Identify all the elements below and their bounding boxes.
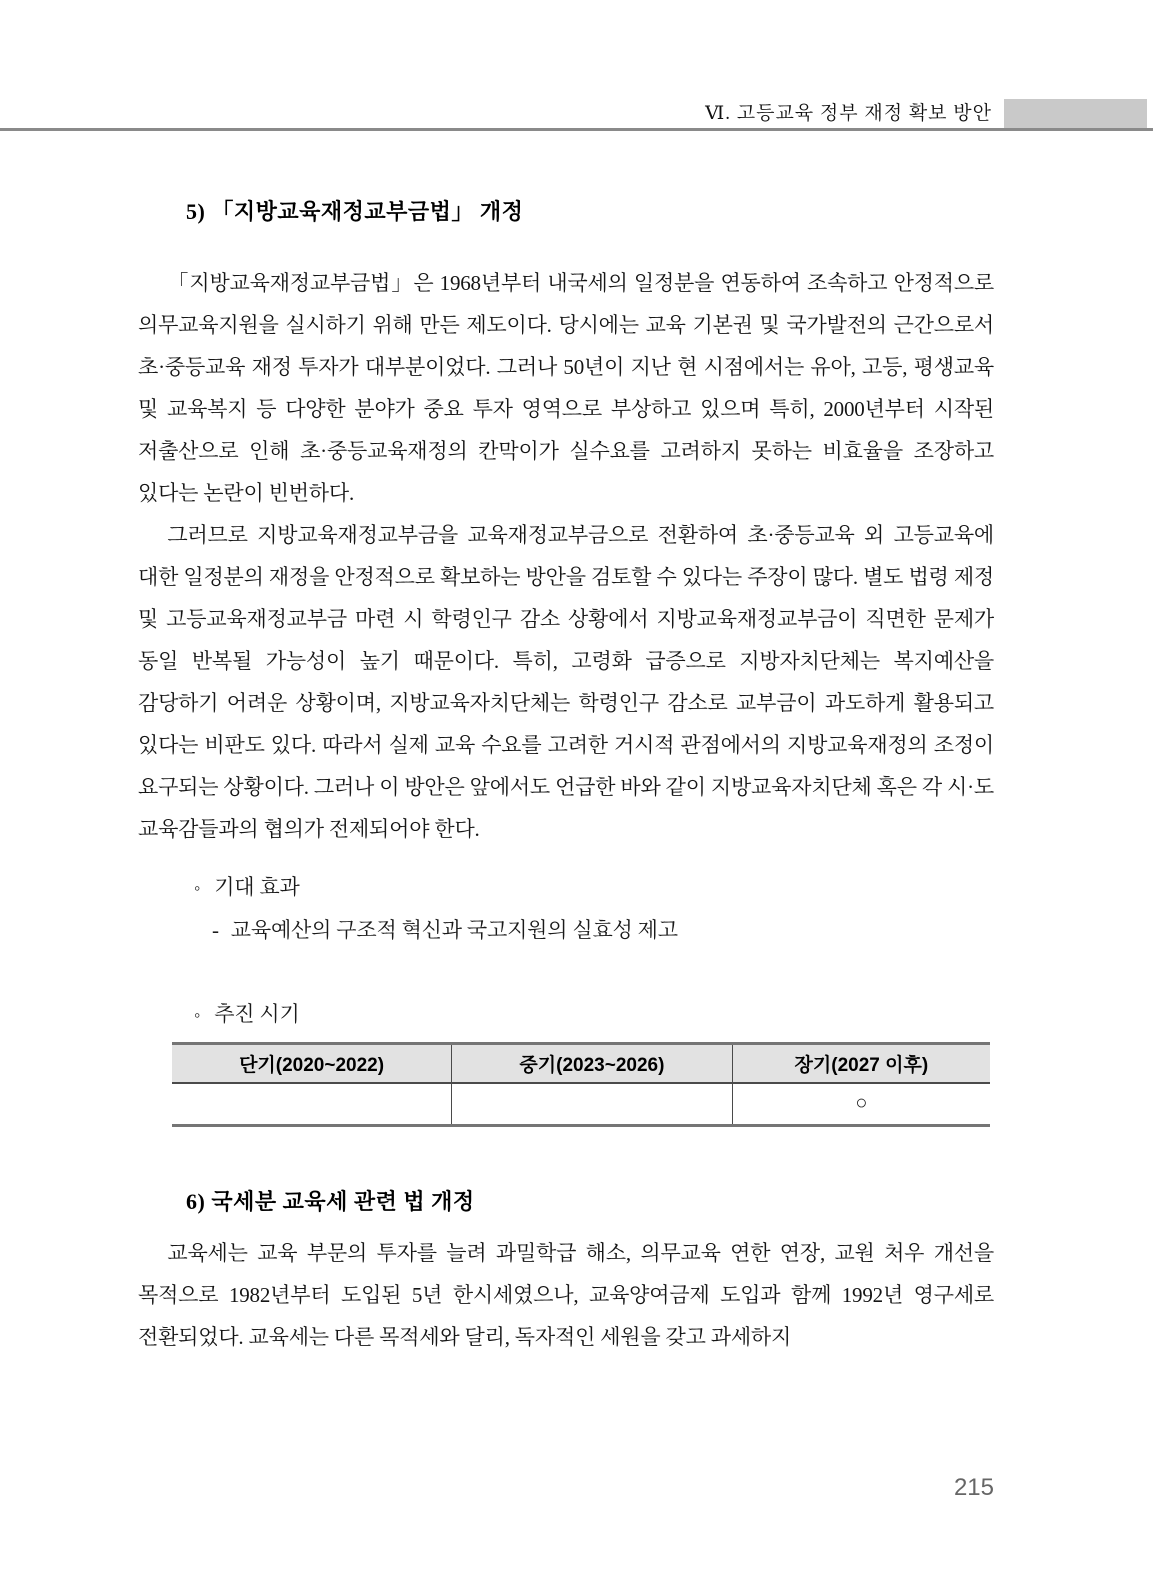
table-header-short-term: 단기(2020~2022): [172, 1044, 452, 1083]
document-body: [138, 195, 994, 1358]
table-header-long-term: 장기(2027 이후): [732, 1044, 990, 1083]
dash-bullet-icon: -: [212, 918, 219, 942]
table-header-row: [172, 1044, 990, 1083]
table-row: [172, 1083, 990, 1126]
section-5-paragraph-2: 그러므로 지방교육재정교부금을 교육재정교부금으로 전환하여 초·중등교육 외 고등교육에 대한 일정분의 재정을 안정적으로 확보하는 방안을 검토할 수 있다는 주장이 많다. 별도 법령 제정 및 고등교육재정교부금 마련 시 학령인구 감소 상황에서 지방교육재정교부금이 직면한 문제가 동일 반복될 가능성이 높기 때문이다. 특히, 고령화 급증으로 지방자치단체는 복지예산을 감당하기 어려운 상황이며, 지방교육자치단체는 학령인구 감소로 교부금이 과도하게 활용되고 있다는 비판도 있다. 따라서 실제 교육 수요를 고려한 거시적 관점에서의 지방교육재정의 조정이 요구되는 상황이다. 그러나 이 방안은 앞에서도 언급한 바와 같이 지방교육자치단체 혹은 각 시·도 교육감들과의 협의가 전제되어야 한다.: [138, 523, 994, 841]
circle-bullet-icon: ◦: [194, 878, 201, 898]
running-header-title: Ⅵ. 고등교육 정부 재정 확보 방안: [705, 103, 992, 124]
schedule-bullet: [138, 993, 994, 1036]
expected-effect-subitem-label: 교육예산의 구조적 혁신과 국고지원의 실효성 제고: [230, 918, 678, 942]
table-cell-long-term-circle-mark: ○: [732, 1083, 990, 1126]
expected-effect-bullet: [138, 866, 994, 909]
section-5-paragraph-1: 「지방교육재정교부금법」은 1968년부터 내국세의 일정분을 연동하여 조속하고 안정적으로 의무교육지원을 실시하기 위해 만든 제도이다. 당시에는 교육 기본권 및 국가발전의 근간으로서 초·중등교육 재정 투자가 대부분이었다. 그러나 50년이 지난 현 시점에서는 유아, 고등, 평생교육 및 교육복지 등 다양한 분야가 중요 투자 영역으로 부상하고 있으며 특히, 2000년부터 시작된 저출산으로 인해 초·중등교육재정의 칸막이가 실수요를 고려하지 못하는 비효율을 조장하고 있다는 논란이 빈번하다.: [138, 271, 994, 505]
running-header: [0, 0, 1153, 131]
page-number: 215: [953, 1474, 994, 1501]
section-6-heading: 6) 국세분 교육세 관련 법 개정: [186, 1189, 475, 1214]
table-header-mid-term: 중기(2023~2026): [452, 1044, 733, 1083]
table-cell-mid-term: [452, 1083, 733, 1126]
expected-effect-subitem: [138, 909, 994, 951]
header-accent-box: [1004, 99, 1147, 128]
schedule-timeline-table: [172, 1042, 990, 1127]
schedule-label: 추진 시기: [214, 1002, 300, 1026]
circle-bullet-icon: ◦: [194, 1005, 201, 1025]
table-cell-short-term: [172, 1083, 452, 1126]
expected-effect-label: 기대 효과: [214, 875, 300, 899]
section-5-heading: 5) 「지방교육재정교부금법」 개정: [186, 199, 524, 224]
section-6-paragraph-1: 교육세는 교육 부문의 투자를 늘려 과밀학급 해소, 의무교육 연한 연장, 교원 처우 개선을 목적으로 1982년부터 도입된 5년 한시세였으나, 교육양여금제 도입과 함께 1992년 영구세로 전환되었다. 교육세는 다른 목적세와 달리, 독자적인 세원을 갖고 과세하지: [138, 1241, 994, 1349]
